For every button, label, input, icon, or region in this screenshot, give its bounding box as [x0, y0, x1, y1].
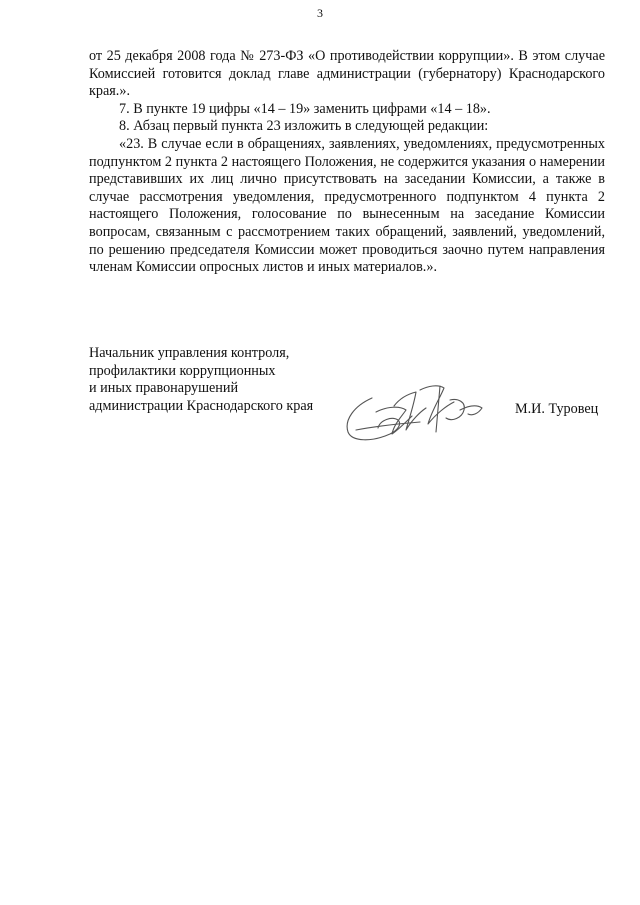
- position-line-1: Начальник управления контроля,: [89, 345, 290, 361]
- paragraph-2: 7. В пункте 19 цифры «14 – 19» заменить цифрами «14 – 18».: [119, 100, 491, 117]
- paragraph-1: от 25 декабря 2008 года № 273-ФЗ «О противодействии коррупции». В этом случае Комиссией готовится доклад главе администрации (губернатору) Краснодарского края.».: [89, 48, 605, 100]
- signatory-position: [89, 345, 349, 415]
- position-line-4: администрации Краснодарского края: [89, 397, 314, 414]
- position-line-3: и иных правонарушений: [89, 380, 239, 397]
- paragraph-3: 8. Абзац первый пункта 23 изложить в следующей редакции:: [119, 118, 489, 135]
- signer-name: М.И. Туровец: [515, 401, 599, 417]
- paragraph-4: «23. В случае если в обращениях, заявлениях, уведомлениях, предусмотренных подпунктом 2 пункта 2 настоящего Положения, не содержится указания о намерении представивших их лиц лично присутствовать на заседании Комиссии, а также в случае рассмотрения уведомления, предусмотренного подпунктом 4 пункта 2 настоящего Положения, голосование по вынесенным на заседание Комиссии вопросам, связанным с рассмотрением таких обращений, заявлений, уведомлений, по решению председателя Комиссии может проводиться заочно путем направления членам Комиссии опросных листов и иных материалов.».: [89, 135, 605, 276]
- handwritten-signature-icon: [336, 376, 496, 456]
- document-body: [89, 48, 605, 277]
- page-number: 3: [317, 6, 323, 20]
- position-line-2: профилактики коррупционных: [89, 362, 276, 379]
